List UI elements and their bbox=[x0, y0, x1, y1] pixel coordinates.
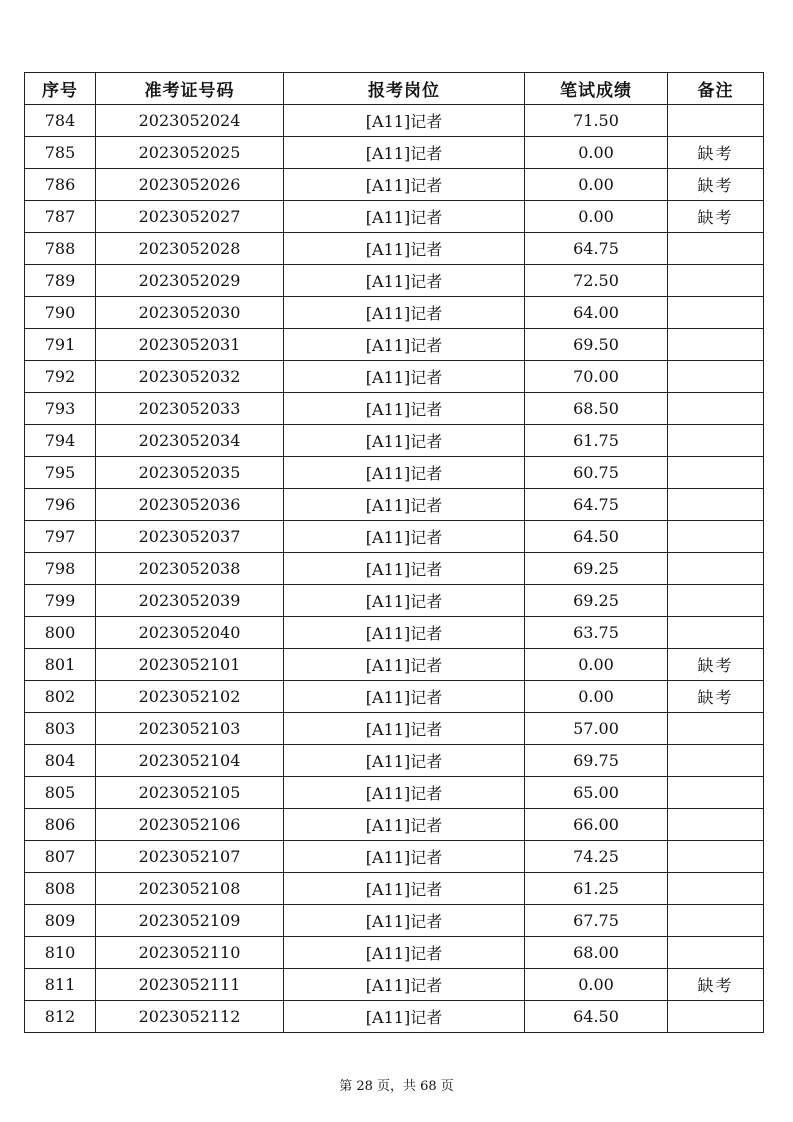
cell-position: [A11]记者 bbox=[284, 425, 525, 457]
cell-ticket-number: 2023052032 bbox=[96, 361, 284, 393]
page-number: 第 28 页，共 68 页 bbox=[339, 1079, 454, 1094]
cell-remarks bbox=[668, 393, 764, 425]
cell-remarks: 缺考 bbox=[668, 169, 764, 201]
cell-seq: 809 bbox=[25, 905, 96, 937]
table-row bbox=[25, 105, 764, 137]
table-row bbox=[25, 745, 764, 777]
cell-ticket-number: 2023052102 bbox=[96, 681, 284, 713]
cell-written-score: 64.50 bbox=[525, 521, 668, 553]
cell-seq: 792 bbox=[25, 361, 96, 393]
cell-ticket-number: 2023052103 bbox=[96, 713, 284, 745]
cell-seq: 804 bbox=[25, 745, 96, 777]
table-row bbox=[25, 265, 764, 297]
cell-seq: 807 bbox=[25, 841, 96, 873]
cell-ticket-number: 2023052037 bbox=[96, 521, 284, 553]
cell-written-score: 69.75 bbox=[525, 745, 668, 777]
table-body bbox=[25, 105, 764, 1033]
cell-seq: 812 bbox=[25, 1001, 96, 1033]
cell-seq: 790 bbox=[25, 297, 96, 329]
cell-position: [A11]记者 bbox=[284, 265, 525, 297]
cell-position: [A11]记者 bbox=[284, 233, 525, 265]
table-row bbox=[25, 1001, 764, 1033]
table-row bbox=[25, 201, 764, 233]
cell-ticket-number: 2023052108 bbox=[96, 873, 284, 905]
cell-seq: 793 bbox=[25, 393, 96, 425]
cell-ticket-number: 2023052033 bbox=[96, 393, 284, 425]
cell-written-score: 67.75 bbox=[525, 905, 668, 937]
header-written-score: 笔试成绩 bbox=[525, 73, 668, 105]
cell-seq: 788 bbox=[25, 233, 96, 265]
cell-written-score: 63.75 bbox=[525, 617, 668, 649]
cell-position: [A11]记者 bbox=[284, 969, 525, 1001]
cell-seq: 784 bbox=[25, 105, 96, 137]
cell-seq: 810 bbox=[25, 937, 96, 969]
table-row bbox=[25, 905, 764, 937]
cell-ticket-number: 2023052109 bbox=[96, 905, 284, 937]
cell-ticket-number: 2023052035 bbox=[96, 457, 284, 489]
cell-position: [A11]记者 bbox=[284, 649, 525, 681]
cell-written-score: 68.00 bbox=[525, 937, 668, 969]
cell-written-score: 0.00 bbox=[525, 969, 668, 1001]
cell-seq: 796 bbox=[25, 489, 96, 521]
cell-seq: 803 bbox=[25, 713, 96, 745]
cell-position: [A11]记者 bbox=[284, 745, 525, 777]
cell-ticket-number: 2023052030 bbox=[96, 297, 284, 329]
cell-position: [A11]记者 bbox=[284, 201, 525, 233]
cell-position: [A11]记者 bbox=[284, 841, 525, 873]
cell-remarks bbox=[668, 809, 764, 841]
cell-position: [A11]记者 bbox=[284, 585, 525, 617]
table-row bbox=[25, 809, 764, 841]
cell-ticket-number: 2023052036 bbox=[96, 489, 284, 521]
cell-seq: 806 bbox=[25, 809, 96, 841]
cell-ticket-number: 2023052024 bbox=[96, 105, 284, 137]
cell-remarks: 缺考 bbox=[668, 969, 764, 1001]
table-row bbox=[25, 329, 764, 361]
cell-ticket-number: 2023052111 bbox=[96, 969, 284, 1001]
cell-written-score: 74.25 bbox=[525, 841, 668, 873]
cell-remarks: 缺考 bbox=[668, 681, 764, 713]
cell-seq: 795 bbox=[25, 457, 96, 489]
cell-position: [A11]记者 bbox=[284, 1001, 525, 1033]
table-row bbox=[25, 969, 764, 1001]
cell-remarks bbox=[668, 585, 764, 617]
header-remarks: 备注 bbox=[668, 73, 764, 105]
cell-ticket-number: 2023052040 bbox=[96, 617, 284, 649]
cell-seq: 805 bbox=[25, 777, 96, 809]
cell-remarks bbox=[668, 617, 764, 649]
cell-position: [A11]记者 bbox=[284, 489, 525, 521]
table-row bbox=[25, 553, 764, 585]
cell-remarks bbox=[668, 361, 764, 393]
cell-remarks: 缺考 bbox=[668, 649, 764, 681]
cell-remarks bbox=[668, 1001, 764, 1033]
cell-position: [A11]记者 bbox=[284, 777, 525, 809]
cell-remarks bbox=[668, 233, 764, 265]
cell-written-score: 72.50 bbox=[525, 265, 668, 297]
table-row bbox=[25, 425, 764, 457]
cell-written-score: 0.00 bbox=[525, 201, 668, 233]
table-row bbox=[25, 521, 764, 553]
header-ticket-number: 准考证号码 bbox=[96, 73, 284, 105]
table-row bbox=[25, 233, 764, 265]
cell-ticket-number: 2023052029 bbox=[96, 265, 284, 297]
cell-seq: 798 bbox=[25, 553, 96, 585]
cell-seq: 791 bbox=[25, 329, 96, 361]
cell-position: [A11]记者 bbox=[284, 713, 525, 745]
table-row bbox=[25, 841, 764, 873]
cell-written-score: 0.00 bbox=[525, 681, 668, 713]
cell-position: [A11]记者 bbox=[284, 297, 525, 329]
cell-written-score: 68.50 bbox=[525, 393, 668, 425]
cell-seq: 800 bbox=[25, 617, 96, 649]
cell-written-score: 64.75 bbox=[525, 489, 668, 521]
cell-written-score: 0.00 bbox=[525, 169, 668, 201]
cell-position: [A11]记者 bbox=[284, 553, 525, 585]
cell-ticket-number: 2023052104 bbox=[96, 745, 284, 777]
header-row bbox=[25, 73, 764, 105]
cell-ticket-number: 2023052026 bbox=[96, 169, 284, 201]
cell-remarks: 缺考 bbox=[668, 137, 764, 169]
cell-remarks bbox=[668, 105, 764, 137]
cell-ticket-number: 2023052107 bbox=[96, 841, 284, 873]
cell-seq: 801 bbox=[25, 649, 96, 681]
table-header bbox=[25, 73, 764, 105]
table-row bbox=[25, 617, 764, 649]
cell-ticket-number: 2023052034 bbox=[96, 425, 284, 457]
cell-position: [A11]记者 bbox=[284, 873, 525, 905]
cell-written-score: 64.75 bbox=[525, 233, 668, 265]
cell-position: [A11]记者 bbox=[284, 169, 525, 201]
cell-ticket-number: 2023052025 bbox=[96, 137, 284, 169]
cell-written-score: 66.00 bbox=[525, 809, 668, 841]
cell-written-score: 0.00 bbox=[525, 649, 668, 681]
cell-ticket-number: 2023052039 bbox=[96, 585, 284, 617]
cell-position: [A11]记者 bbox=[284, 393, 525, 425]
cell-written-score: 61.75 bbox=[525, 425, 668, 457]
cell-position: [A11]记者 bbox=[284, 521, 525, 553]
cell-ticket-number: 2023052110 bbox=[96, 937, 284, 969]
exam-results-table bbox=[24, 72, 764, 1033]
cell-remarks bbox=[668, 937, 764, 969]
cell-seq: 811 bbox=[25, 969, 96, 1001]
cell-remarks bbox=[668, 265, 764, 297]
cell-written-score: 57.00 bbox=[525, 713, 668, 745]
cell-ticket-number: 2023052105 bbox=[96, 777, 284, 809]
cell-ticket-number: 2023052112 bbox=[96, 1001, 284, 1033]
cell-remarks bbox=[668, 713, 764, 745]
cell-seq: 799 bbox=[25, 585, 96, 617]
table-row bbox=[25, 297, 764, 329]
cell-ticket-number: 2023052038 bbox=[96, 553, 284, 585]
cell-ticket-number: 2023052027 bbox=[96, 201, 284, 233]
table-row bbox=[25, 937, 764, 969]
cell-written-score: 69.25 bbox=[525, 553, 668, 585]
cell-remarks bbox=[668, 553, 764, 585]
cell-written-score: 70.00 bbox=[525, 361, 668, 393]
cell-remarks: 缺考 bbox=[668, 201, 764, 233]
cell-seq: 797 bbox=[25, 521, 96, 553]
table-row bbox=[25, 169, 764, 201]
cell-seq: 808 bbox=[25, 873, 96, 905]
cell-remarks bbox=[668, 873, 764, 905]
cell-remarks bbox=[668, 297, 764, 329]
cell-position: [A11]记者 bbox=[284, 809, 525, 841]
table-row bbox=[25, 777, 764, 809]
table-row bbox=[25, 361, 764, 393]
cell-remarks bbox=[668, 489, 764, 521]
cell-seq: 785 bbox=[25, 137, 96, 169]
cell-position: [A11]记者 bbox=[284, 617, 525, 649]
cell-remarks bbox=[668, 777, 764, 809]
cell-written-score: 71.50 bbox=[525, 105, 668, 137]
cell-ticket-number: 2023052028 bbox=[96, 233, 284, 265]
cell-ticket-number: 2023052101 bbox=[96, 649, 284, 681]
cell-position: [A11]记者 bbox=[284, 457, 525, 489]
cell-position: [A11]记者 bbox=[284, 681, 525, 713]
table-row bbox=[25, 713, 764, 745]
cell-written-score: 69.25 bbox=[525, 585, 668, 617]
cell-remarks bbox=[668, 329, 764, 361]
cell-written-score: 60.75 bbox=[525, 457, 668, 489]
cell-written-score: 64.50 bbox=[525, 1001, 668, 1033]
cell-position: [A11]记者 bbox=[284, 105, 525, 137]
cell-remarks bbox=[668, 457, 764, 489]
cell-seq: 786 bbox=[25, 169, 96, 201]
cell-remarks bbox=[668, 425, 764, 457]
cell-remarks bbox=[668, 841, 764, 873]
cell-seq: 794 bbox=[25, 425, 96, 457]
cell-seq: 789 bbox=[25, 265, 96, 297]
cell-ticket-number: 2023052031 bbox=[96, 329, 284, 361]
table-row bbox=[25, 393, 764, 425]
cell-seq: 787 bbox=[25, 201, 96, 233]
cell-position: [A11]记者 bbox=[284, 137, 525, 169]
table-row bbox=[25, 137, 764, 169]
cell-remarks bbox=[668, 905, 764, 937]
cell-position: [A11]记者 bbox=[284, 937, 525, 969]
cell-written-score: 69.50 bbox=[525, 329, 668, 361]
cell-written-score: 0.00 bbox=[525, 137, 668, 169]
cell-written-score: 64.00 bbox=[525, 297, 668, 329]
table-row bbox=[25, 873, 764, 905]
cell-seq: 802 bbox=[25, 681, 96, 713]
cell-written-score: 61.25 bbox=[525, 873, 668, 905]
table-row bbox=[25, 457, 764, 489]
table-row bbox=[25, 649, 764, 681]
cell-position: [A11]记者 bbox=[284, 361, 525, 393]
table-row bbox=[25, 489, 764, 521]
cell-position: [A11]记者 bbox=[284, 905, 525, 937]
cell-position: [A11]记者 bbox=[284, 329, 525, 361]
cell-ticket-number: 2023052106 bbox=[96, 809, 284, 841]
header-seq: 序号 bbox=[25, 73, 96, 105]
cell-remarks bbox=[668, 521, 764, 553]
cell-remarks bbox=[668, 745, 764, 777]
header-position: 报考岗位 bbox=[284, 73, 525, 105]
cell-written-score: 65.00 bbox=[525, 777, 668, 809]
table-row bbox=[25, 681, 764, 713]
table-row bbox=[25, 585, 764, 617]
